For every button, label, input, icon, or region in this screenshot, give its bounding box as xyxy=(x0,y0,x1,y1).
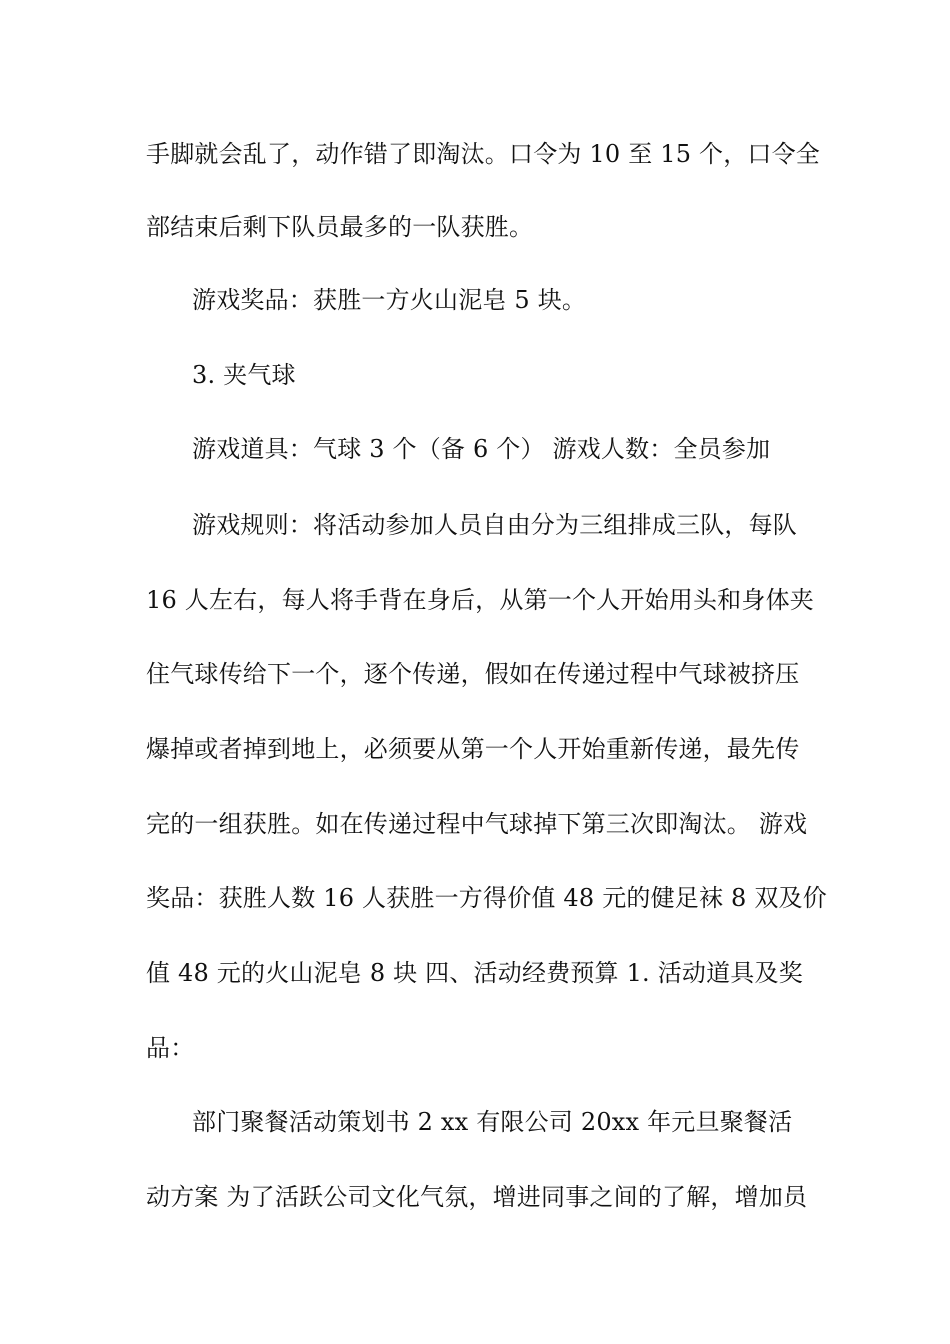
text-line: 完的一组获胜。如在传递过程中气球掉下第三次即淘汰。 游戏 xyxy=(146,810,808,838)
text-line: 游戏奖品：获胜一方火山泥皂 5 块。 xyxy=(192,286,587,314)
text-line: 住气球传给下一个，逐个传递，假如在传递过程中气球被挤压 xyxy=(146,660,800,688)
text-line: 爆掉或者掉到地上，必须要从第一个人开始重新传递，最先传 xyxy=(146,735,800,763)
text-line: 游戏规则：将活动参加人员自由分为三组排成三队，每队 xyxy=(192,511,797,539)
text-line: 部门聚餐活动策划书 2 xx 有限公司 20xx 年元旦聚餐活 xyxy=(192,1108,793,1136)
text-line: 值 48 元的火山泥皂 8 块 四、活动经费预算 1. 活动道具及奖 xyxy=(146,959,803,987)
text-line: 游戏道具：气球 3 个（备 6 个） 游戏人数：全员参加 xyxy=(192,435,771,463)
text-line: 奖品：获胜人数 16 人获胜一方得价值 48 元的健足袜 8 双及价 xyxy=(146,884,827,912)
text-line: 动方案 为了活跃公司文化气氛，增进同事之间的了解，增加员 xyxy=(146,1183,808,1211)
text-line: 品： xyxy=(146,1034,195,1062)
text-line: 部结束后剩下队员最多的一队获胜。 xyxy=(146,213,534,241)
text-line: 手脚就会乱了，动作错了即淘汰。口令为 10 至 15 个，口令全 xyxy=(146,140,820,168)
section-heading: 3. 夹气球 xyxy=(192,361,296,389)
text-line: 16 人左右，每人将手背在身后，从第一个人开始用头和身体夹 xyxy=(146,586,814,614)
